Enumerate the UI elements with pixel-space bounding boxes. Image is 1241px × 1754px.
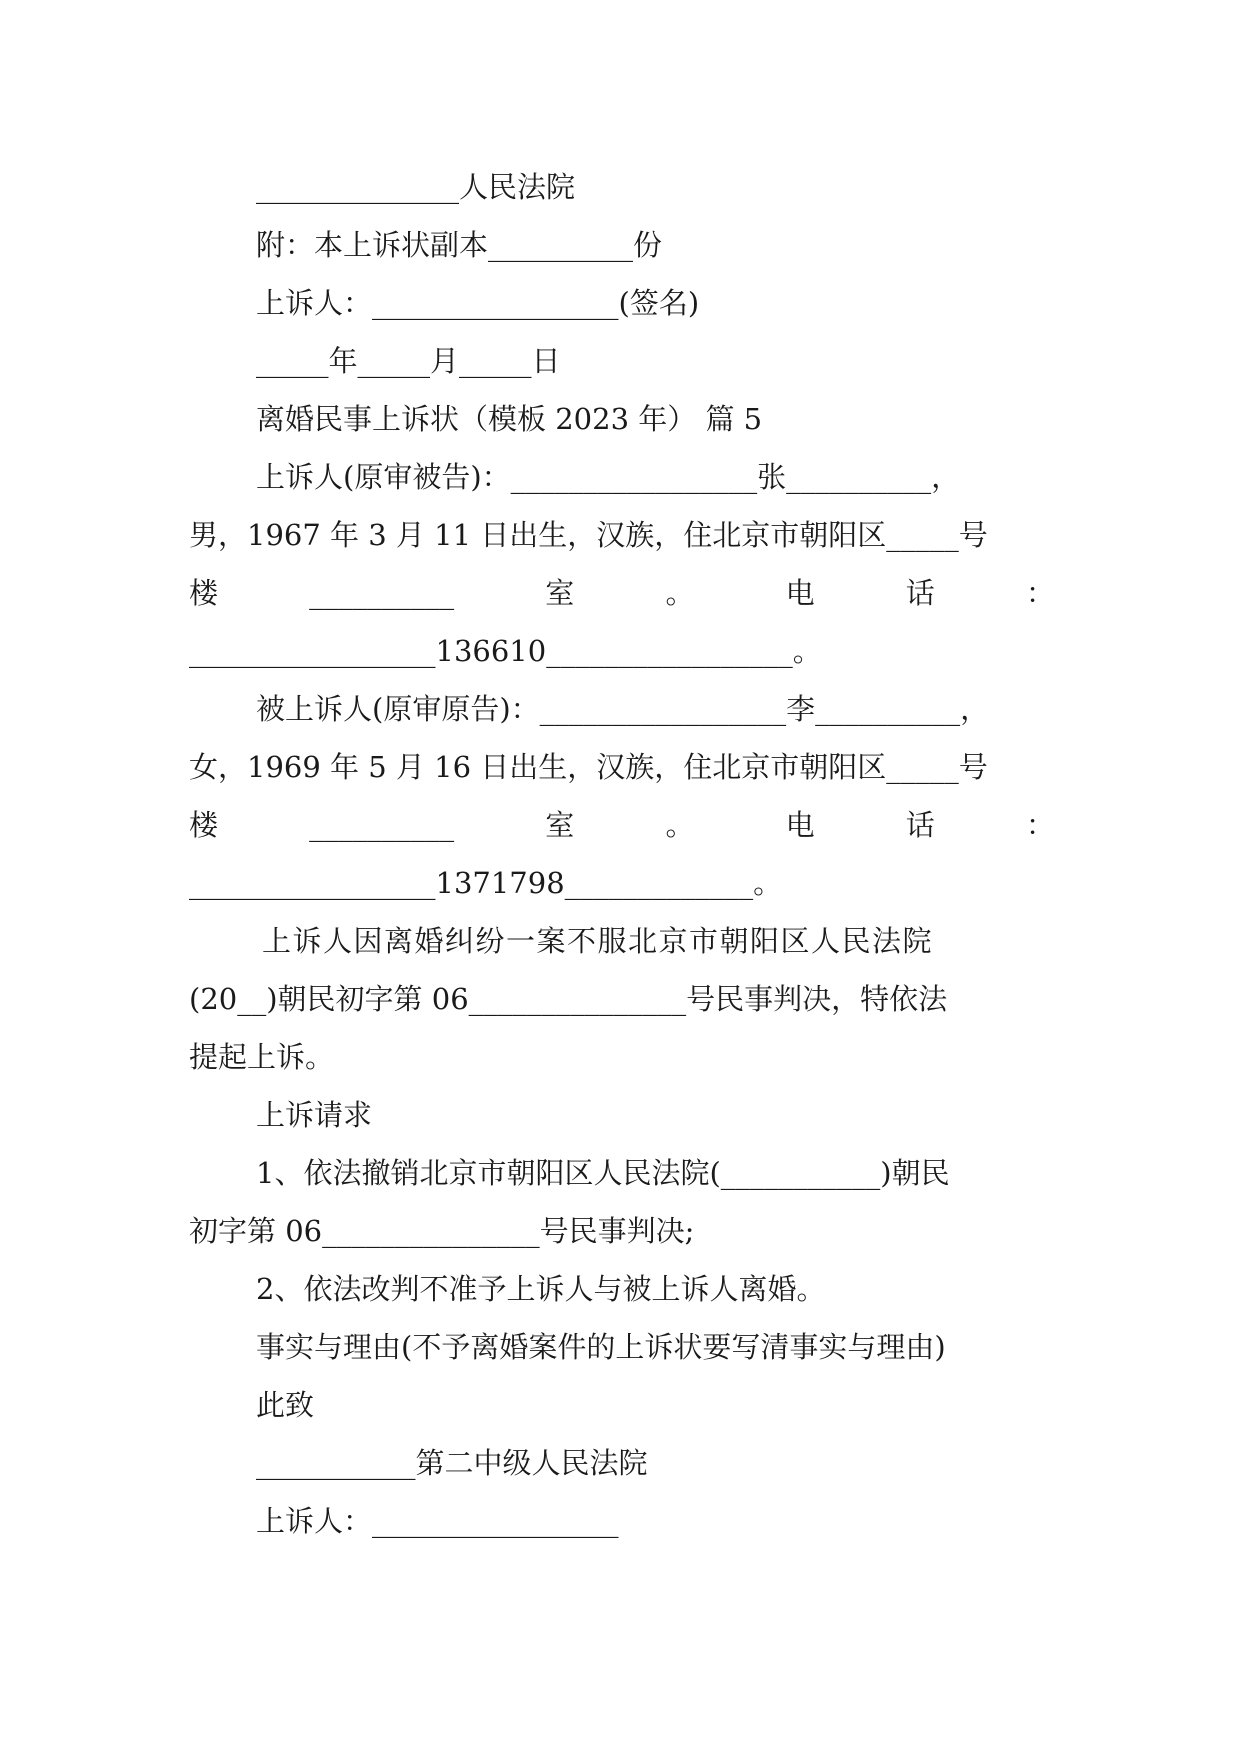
text-segment: 。 xyxy=(665,808,695,842)
request-item-1: 1、依法撤销北京市朝阳区人民法院(___________)朝民 xyxy=(256,1156,950,1190)
text-segment: 室 xyxy=(545,808,575,842)
salutation: 此致 xyxy=(256,1388,315,1422)
text-segment: __________ xyxy=(309,576,455,610)
appellee-info-line: 女，1969 年 5 月 16 日出生，汉族，住北京市朝阳区_____号 xyxy=(189,750,988,784)
date-line: _____年_____月_____日 xyxy=(256,344,561,378)
text-segment: 室 xyxy=(545,576,575,610)
court-line: ______________人民法院 xyxy=(256,170,576,204)
appellee-phone-line: _________________1371798_____________。 xyxy=(189,866,783,900)
appellant-line: 上诉人(原审被告)：_________________张__________， xyxy=(256,460,961,494)
appellant-sign-line: 上诉人：_________________ xyxy=(256,1504,619,1538)
text-segment: 楼 xyxy=(189,576,219,610)
text-segment: ： xyxy=(1025,808,1055,842)
text-segment: 电 xyxy=(785,808,815,842)
attachment-copies-line: 附：本上诉状副本__________份 xyxy=(256,228,663,262)
appellant-phone-line: _________________136610_________________。 xyxy=(189,634,822,668)
appellee-line: 被上诉人(原审原告)：_________________李__________， xyxy=(256,692,990,726)
appeal-judgment-line: (20__)朝民初字第 06_______________号民事判决，特依法 xyxy=(189,982,948,1016)
text-segment: 话 xyxy=(905,808,935,842)
text-segment: ： xyxy=(1025,576,1055,610)
appellant-info-line: 男，1967 年 3 月 11 日出生，汉族，住北京市朝阳区_____号 xyxy=(189,518,988,552)
text-segment: __________ xyxy=(309,808,455,842)
appeal-file-line: 提起上诉。 xyxy=(189,1040,335,1074)
appellant-signature-line: 上诉人：_________________(签名) xyxy=(256,286,700,320)
text-segment: 电 xyxy=(785,576,815,610)
recipient-court-line: ___________第二中级人民法院 xyxy=(256,1446,648,1480)
appellee-room-phone-line xyxy=(189,805,1055,845)
text-segment: 。 xyxy=(665,576,695,610)
request-item-2: 2、依法改判不准予上诉人与被上诉人离婚。 xyxy=(256,1272,826,1306)
section-title: 离婚民事上诉状（模板 2023 年） 篇 5 xyxy=(256,402,763,436)
text-segment: 话 xyxy=(905,576,935,610)
appeal-intro-line: 上诉人因离婚纠纷一案不服北京市朝阳区人民法院 xyxy=(262,924,934,958)
appeal-request-heading: 上诉请求 xyxy=(256,1098,373,1132)
text-segment: 楼 xyxy=(189,808,219,842)
facts-and-reasons-heading: 事实与理由(不予离婚案件的上诉状要写清事实与理由) xyxy=(256,1330,946,1364)
request-item-1-continued: 初字第 06_______________号民事判决; xyxy=(189,1214,695,1248)
appellant-room-phone-line xyxy=(189,573,1055,613)
